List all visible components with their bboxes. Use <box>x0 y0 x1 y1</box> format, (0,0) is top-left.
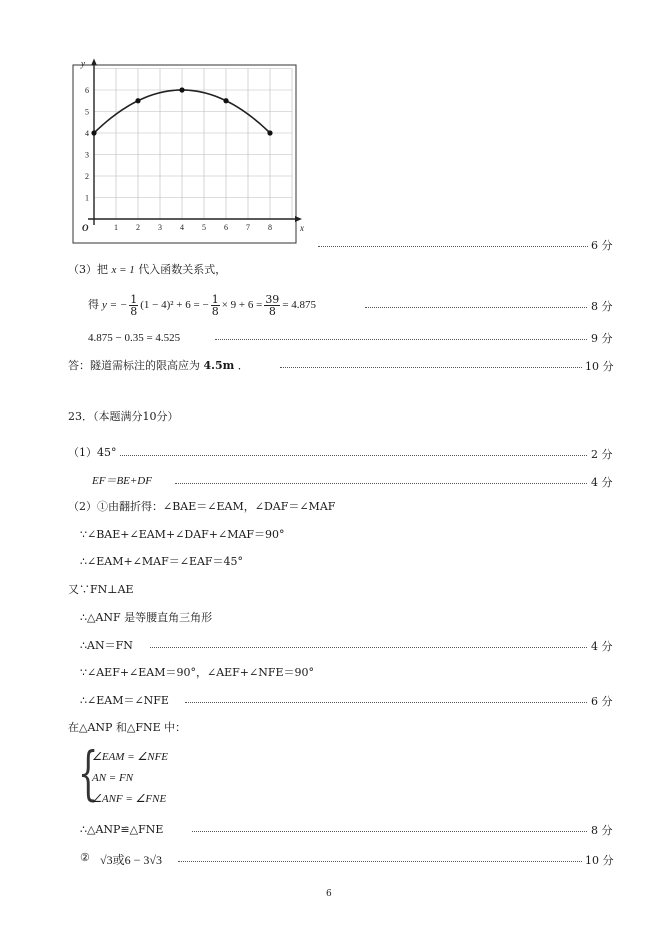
leader-dots <box>318 237 588 247</box>
data-point <box>135 98 140 103</box>
frac-den: 8 <box>268 304 276 318</box>
system-brace: { <box>78 739 99 807</box>
x-tick-label: 7 <box>246 223 250 232</box>
q23-part2: （2）①由翻折得：∠BAE＝∠EAM，∠DAF＝∠MAF <box>68 500 336 513</box>
x-tick-label: 5 <box>202 223 206 232</box>
y-tick-label: 3 <box>85 150 89 160</box>
frac-den: 8 <box>211 304 219 318</box>
score-label: 10 分 <box>585 360 614 373</box>
part3-intro <box>68 263 226 277</box>
data-point <box>179 87 184 92</box>
score-label: 10 分 <box>585 854 614 867</box>
fraction <box>264 294 280 317</box>
answer-suffix: ． <box>237 359 249 372</box>
score-label: 8 分 <box>591 300 613 313</box>
q23-part1b: EF＝BE+DF <box>92 475 152 487</box>
fraction <box>129 294 138 317</box>
y-tick-label: 2 <box>85 172 89 181</box>
proof-line: ∵∠BAE+∠EAM+∠DAF+∠MAF＝90° <box>80 528 285 541</box>
proof-line: ∴△ANF 是等腰直角三角形 <box>80 611 213 624</box>
answer-prefix: 答：隧道需标注的限高应为 <box>68 359 200 372</box>
system-eq-3: ∠ANF = ∠FNE <box>92 793 167 805</box>
leader-dots <box>185 693 587 703</box>
proof-line: 又∵FN⊥AE <box>68 583 134 596</box>
data-point <box>223 98 228 103</box>
data-point <box>91 130 96 135</box>
page-number: 6 <box>326 889 332 899</box>
proof-line: ∵∠AEF+∠EAM＝90°，∠AEF+∠NFE＝90° <box>80 666 315 679</box>
score-label: 2 分 <box>591 448 613 461</box>
frac-den: 8 <box>130 304 138 318</box>
data-point <box>267 130 272 135</box>
score-label: 8 分 <box>591 824 613 837</box>
frac-num: 1 <box>211 292 219 306</box>
y-tick-label: 6 <box>85 86 89 95</box>
part3-intro-text: （3）把 <box>68 263 108 276</box>
x-tick-label: 1 <box>114 223 118 232</box>
score-label: 4 分 <box>591 476 613 489</box>
leader-dots <box>175 474 587 484</box>
eq-mid1: (1 − 4)² + 6 = − <box>140 299 209 311</box>
answer-line <box>68 359 249 373</box>
part3-intro-tail: 代入函数关系式， <box>138 263 227 276</box>
score-label: 6 分 <box>591 239 613 252</box>
score-label: 4 分 <box>591 640 613 653</box>
proof-line: 在△ANP 和△FNE 中： <box>68 721 187 734</box>
system-eq-2: AN = FN <box>92 772 134 784</box>
leader-dots <box>280 358 582 368</box>
y-tick-label: 4 <box>85 129 89 138</box>
system-eq-1: ∠EAM = ∠NFE <box>92 751 169 763</box>
de-label: 得 <box>88 298 99 311</box>
y-tick-label: 5 <box>85 107 89 117</box>
x-arrow <box>295 216 302 222</box>
leader-dots <box>120 446 587 456</box>
y-arrow <box>91 59 97 66</box>
x-tick-label: 6 <box>224 223 228 232</box>
x-tick-label: 2 <box>136 223 140 232</box>
proof-line: ∴AN＝FN <box>80 639 133 652</box>
y-axis-label: y <box>81 58 85 69</box>
x-tick-label: 8 <box>268 223 272 232</box>
leader-dots <box>150 638 587 648</box>
score-label: 6 分 <box>591 695 613 708</box>
q23-part1: （1）45° <box>68 446 117 459</box>
proof-line: ∴∠EAM＝∠NFE <box>80 694 169 707</box>
proof-line: ∴∠EAM+∠MAF＝∠EAF＝45° <box>80 555 244 568</box>
circled-two: ② <box>80 851 90 864</box>
origin-label: O <box>82 223 89 233</box>
question-23-title: 23．（本题满分10分） <box>68 410 179 423</box>
score-label: 9 分 <box>591 332 613 345</box>
part3-intro-eq: x = 1 <box>111 264 135 276</box>
frac-num: 1 <box>130 292 138 306</box>
parabola-graph <box>72 58 304 244</box>
proof-line: ∴△ANP≌△FNE <box>80 823 164 836</box>
eq-tail: = 4.875 <box>282 299 317 311</box>
y-tick-label: 1 <box>85 193 89 203</box>
x-tick-label: 4 <box>180 223 184 232</box>
y-eq: y = − <box>102 299 128 311</box>
final-answer: √3或6 − 3√3 <box>100 853 162 867</box>
leader-dots <box>178 852 582 862</box>
leader-dots <box>365 298 587 308</box>
leader-dots <box>215 330 587 340</box>
leader-dots <box>192 822 587 832</box>
calc-line: 4.875 − 0.35 = 4.525 <box>88 332 181 344</box>
fraction <box>211 294 220 317</box>
x-axis-label: x <box>300 223 304 233</box>
part3-equation <box>88 290 316 320</box>
frac-num: 39 <box>265 292 280 306</box>
answer-value: 4.5m <box>203 359 235 372</box>
x-tick-label: 3 <box>158 223 162 232</box>
graph-frame <box>73 65 296 243</box>
eq-mid2: × 9 + 6 = <box>221 299 263 311</box>
